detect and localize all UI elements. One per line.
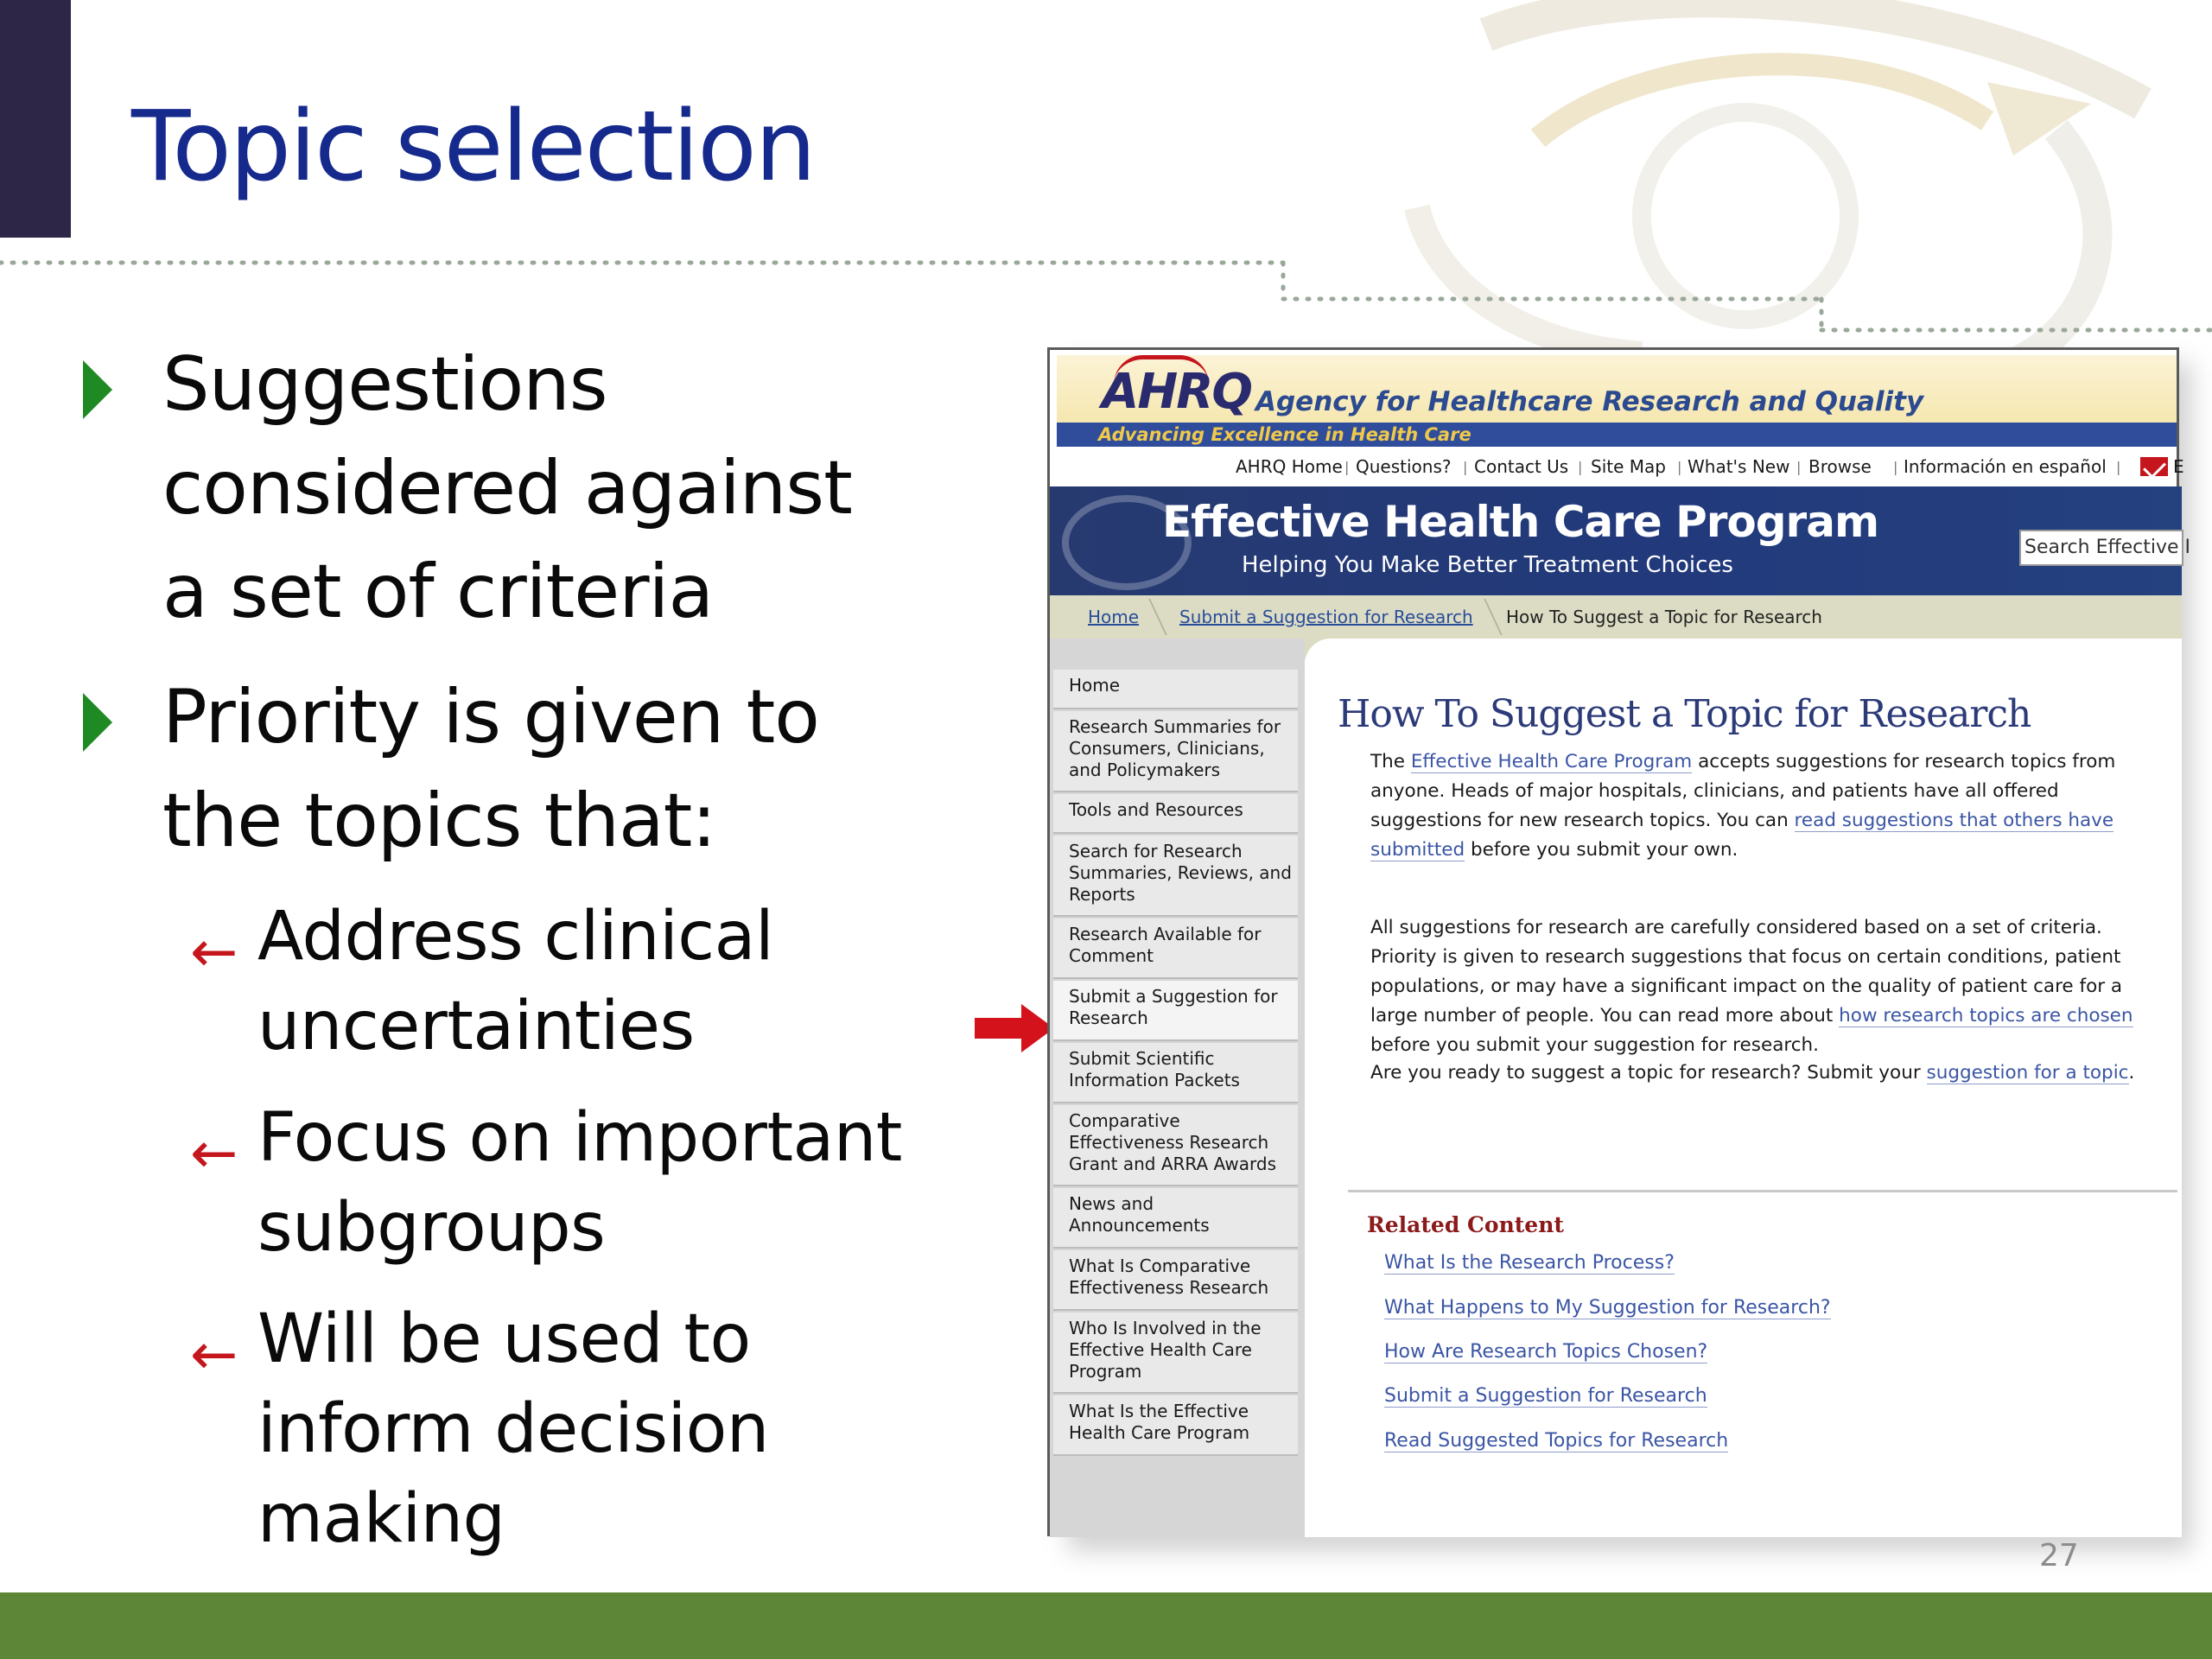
nav-separator: | [1893, 459, 1898, 475]
main-content [1305, 639, 2182, 1537]
link-read-suggestions[interactable]: read suggestions that others have submitted [1370, 810, 2114, 861]
sidebar-item-what-is-program[interactable]: What Is the Effective Health Care Program [1053, 1395, 1298, 1456]
nav-separator: | [1344, 459, 1350, 475]
breadcrumb [1050, 595, 2182, 639]
sub-bullet-2 [190, 1093, 902, 1273]
text: The [1370, 751, 1411, 772]
nav-site-map[interactable]: Site Map [1591, 456, 1666, 477]
nav-browse[interactable]: Browse [1808, 456, 1872, 477]
swirl-arc-1 [1486, 0, 2143, 104]
related-link[interactable]: What Is the Research Process? [1384, 1252, 1675, 1274]
search-input[interactable]: Search Effective I [2019, 530, 2183, 566]
sidebar-item-grant-awards[interactable]: Comparative Effectiveness Research Grant and ARRA Awards [1053, 1105, 1298, 1186]
related-link[interactable]: Submit a Suggestion for Research [1384, 1385, 1707, 1407]
breadcrumb-home[interactable]: Home [1088, 607, 1140, 627]
tagline: Advancing Excellence in Health Care [1098, 424, 1471, 445]
nav-separator: | [1677, 459, 1682, 475]
text: before you submit your own. [1465, 839, 1738, 861]
nav-email[interactable]: E [2173, 456, 2184, 477]
sidebar-item-home[interactable]: Home [1053, 670, 1298, 709]
banner-subtitle: Helping You Make Better Treatment Choices [1242, 552, 1733, 578]
left-arrow-icon: ← [190, 918, 238, 985]
top-nav [1057, 450, 2184, 483]
sidebar-item-comment[interactable]: Research Available for Comment [1053, 918, 1298, 979]
nav-separator: | [2116, 459, 2121, 475]
title-accent-bar [0, 0, 71, 238]
bullet-line: considered against [162, 445, 852, 531]
link-how-topics-chosen[interactable]: how research topics are chosen [1839, 1005, 2133, 1027]
related-link[interactable]: What Happens to My Suggestion for Research? [1384, 1297, 1831, 1319]
paragraph-1 [1370, 747, 2148, 865]
footer-bar [0, 1592, 2212, 1659]
sub-bullet-line: subgroups [257, 1189, 606, 1267]
link-suggestion-for-topic[interactable]: suggestion for a topic [1926, 1062, 2129, 1084]
sidebar-item-who-is-involved[interactable]: Who Is Involved in the Effective Health Care Program [1053, 1313, 1298, 1394]
related-link[interactable]: How Are Research Topics Chosen? [1384, 1341, 1708, 1363]
nav-whats-new[interactable]: What's New [1688, 456, 1790, 477]
bullet-line: Priority is given to [162, 674, 819, 760]
nav-separator: | [1578, 459, 1583, 475]
nav-espanol[interactable]: Información en español [1904, 456, 2107, 477]
sub-bullet-line: making [257, 1480, 505, 1558]
nav-separator: | [1796, 459, 1802, 475]
text: before you submit your suggestion for research. [1370, 1034, 1820, 1056]
bullet-line: Suggestions [162, 341, 607, 428]
sidebar-item-tools[interactable]: Tools and Resources [1053, 794, 1298, 834]
bullet-2 [162, 665, 819, 873]
email-icon[interactable] [2140, 457, 2168, 476]
breadcrumb-separator [1468, 599, 1503, 635]
sub-bullet-line: Will be used to [257, 1300, 751, 1378]
nav-questions[interactable]: Questions? [1356, 456, 1452, 477]
sidebar-item-search[interactable]: Search for Research Summaries, Reviews, and Reports [1053, 836, 1298, 917]
website-screenshot [1047, 347, 2191, 1536]
swirl-arc-2 [1538, 64, 1987, 138]
sidebar-item-research-summaries[interactable]: Research Summaries for Consumers, Clinicians, and Policymakers [1053, 711, 1298, 792]
slide-title: Topic selection [131, 91, 815, 203]
sub-bullet-3 [190, 1294, 769, 1564]
bullet-1 [162, 333, 852, 644]
sidebar-item-what-is-cer[interactable]: What Is Comparative Effectiveness Research [1053, 1250, 1298, 1311]
paragraph-3 [1370, 1058, 2148, 1088]
nav-ahrq-home[interactable]: AHRQ Home [1236, 456, 1343, 477]
tagline-band [1057, 423, 2177, 447]
related-link[interactable]: Read Suggested Topics for Research [1384, 1430, 1729, 1452]
sidebar [1050, 639, 1305, 1537]
banner-title: Effective Health Care Program [1162, 497, 1879, 547]
nav-contact-us[interactable]: Contact Us [1474, 456, 1569, 477]
program-banner [1050, 486, 2191, 595]
sidebar-item-submit-suggestion[interactable]: Submit a Suggestion for Research [1053, 981, 1298, 1041]
breadcrumb-current: How To Suggest a Topic for Research [1506, 607, 1822, 627]
text: All suggestions for research are carefully considered based on a set of criteria. Priority is given to research suggestions that focus on certain conditions, patient populations, or may have a significant impact on the quality of patient care for a large number of people. You can read more about [1370, 917, 2123, 1027]
text: Are you ready to suggest a topic for research? Submit your [1370, 1062, 1927, 1084]
page-title: How To Suggest a Topic for Research [1338, 692, 2031, 736]
bullet-line: a set of criteria [162, 549, 714, 635]
sidebar-item-news[interactable]: News and Announcements [1053, 1188, 1298, 1249]
left-arrow-icon: ← [190, 1321, 238, 1388]
sub-bullet-line: Address clinical [257, 898, 774, 976]
left-arrow-icon: ← [190, 1120, 238, 1186]
site-header [1057, 355, 2177, 423]
text: . [2128, 1062, 2135, 1084]
sidebar-item-scientific-packets[interactable]: Submit Scientific Information Packets [1053, 1043, 1298, 1103]
agency-name: Agency for Healthcare Research and Quality [1255, 386, 1924, 417]
bullet-triangle-icon [83, 360, 112, 419]
text: accepts suggestions for research topics from anyone. Heads of major hospitals, clinicians, and patients have all offered suggestions for new research topics. You can [1370, 751, 2116, 831]
related-content-heading: Related Content [1367, 1212, 1564, 1237]
section-divider [1348, 1190, 2177, 1192]
sub-bullet-line: uncertainties [257, 988, 695, 1065]
page-number: 27 [2039, 1538, 2079, 1573]
red-pointer-arrow-icon [975, 1004, 1054, 1052]
sub-bullet-line: Focus on important [257, 1099, 902, 1177]
bullet-triangle-icon [83, 693, 112, 752]
bullet-line: the topics that: [162, 778, 716, 864]
dotted-divider [0, 251, 2212, 337]
paragraph-2 [1370, 913, 2148, 1060]
breadcrumb-submit-suggestion[interactable]: Submit a Suggestion for Research [1179, 607, 1473, 627]
sub-bullet-1 [190, 892, 774, 1071]
link-effective-health-care-program[interactable]: Effective Health Care Program [1410, 751, 1693, 772]
sub-bullet-line: inform decision [257, 1390, 769, 1468]
content-tab [1305, 639, 2182, 664]
nav-separator: | [1463, 459, 1468, 475]
ahrq-logo[interactable]: AHRQ [1102, 364, 1251, 420]
